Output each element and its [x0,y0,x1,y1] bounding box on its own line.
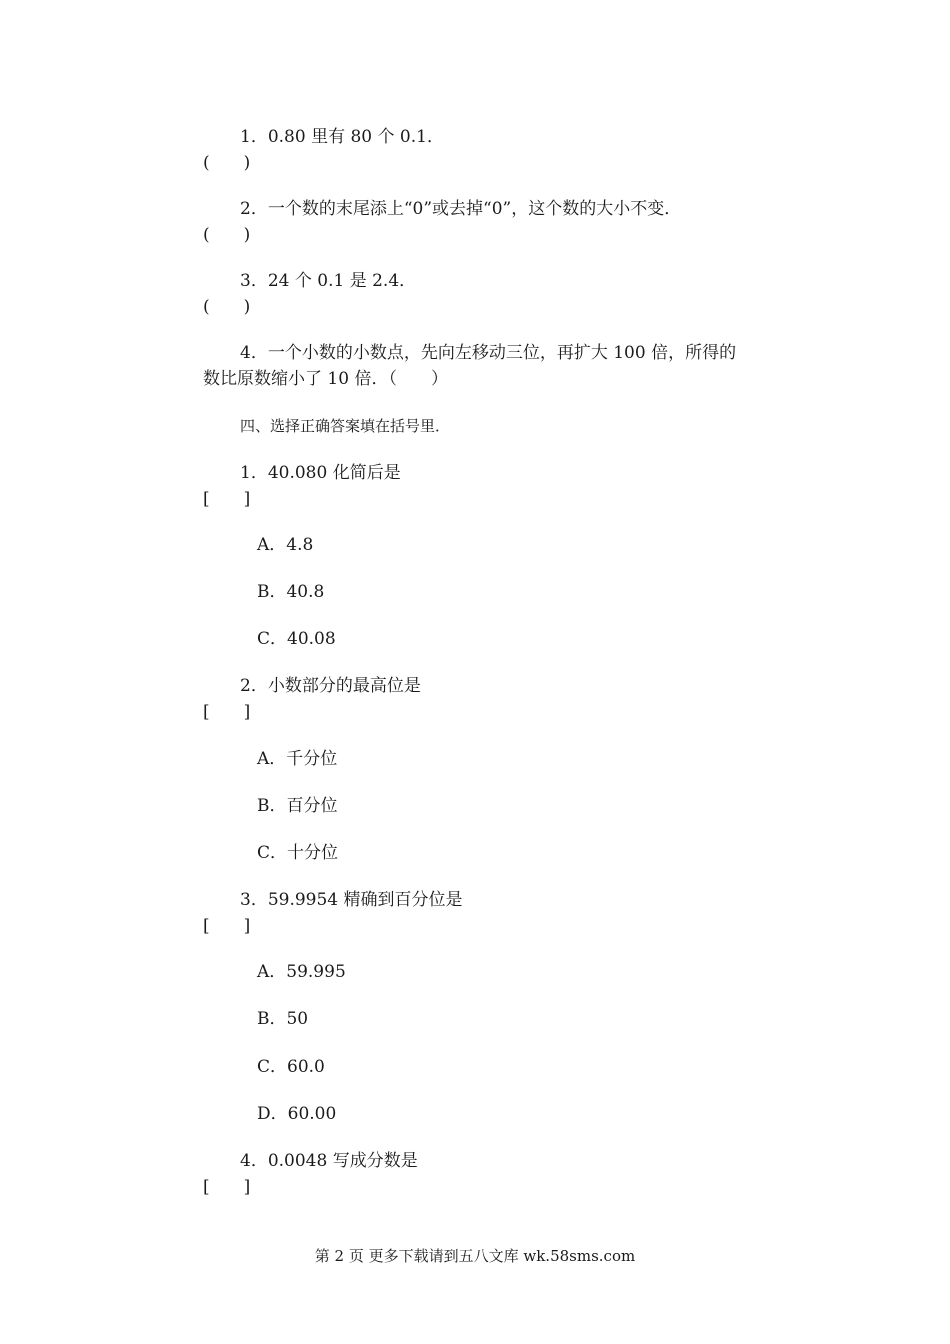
choice-2-option-b: B．百分位 [257,796,338,816]
choice-1-option-c: C．40.08 [257,629,336,649]
judge-2-paren: ( ) [203,225,251,245]
choice-1-option-a: A．4.8 [257,535,314,555]
choice-1-question: 1．40.080 化简后是 [240,463,401,483]
choice-3-option-c: C．60.0 [257,1057,325,1077]
section-4-title: 四、选择正确答案填在括号里． [240,417,451,435]
choice-2-option-c: C．十分位 [257,843,339,863]
judge-3-paren: ( ) [203,297,251,317]
choice-2-option-a: A．千分位 [257,749,338,769]
choice-3-option-b: B．50 [257,1009,309,1029]
choice-1-option-b: B．40.8 [257,582,325,602]
judge-1-text: 1．0.80 里有 80 个 0.1． [240,127,444,147]
choice-1-bracket: [ ] [203,489,251,509]
judge-1-paren: ( ) [203,153,251,173]
choice-3-bracket: [ ] [203,916,251,936]
choice-2-question: 2．小数部分的最高位是 [240,676,421,696]
choice-3-option-d: D．60.00 [257,1104,337,1124]
judge-4-text: 4．一个小数的小数点，先向左移动三位，再扩大 100 倍，所得的 [240,343,737,363]
page-footer: 第 2 页 更多下载请到五八文库 wk.58sms.com [314,1247,636,1265]
judge-3-text: 3．24 个 0.1 是 2.4． [240,271,417,291]
choice-2-bracket: [ ] [203,702,251,722]
judge-2-text: 2．一个数的末尾添上“0”或去掉“0”，这个数的大小不变． [240,199,682,219]
choice-3-option-a: A．59.995 [257,962,346,982]
choice-4-question: 4．0.0048 写成分数是 [240,1151,418,1171]
choice-3-question: 3．59.9954 精确到百分位是 [240,890,463,910]
judge-4-cont: 数比原数缩小了 10 倍．（ ） [203,369,448,389]
choice-4-bracket: [ ] [203,1177,251,1197]
